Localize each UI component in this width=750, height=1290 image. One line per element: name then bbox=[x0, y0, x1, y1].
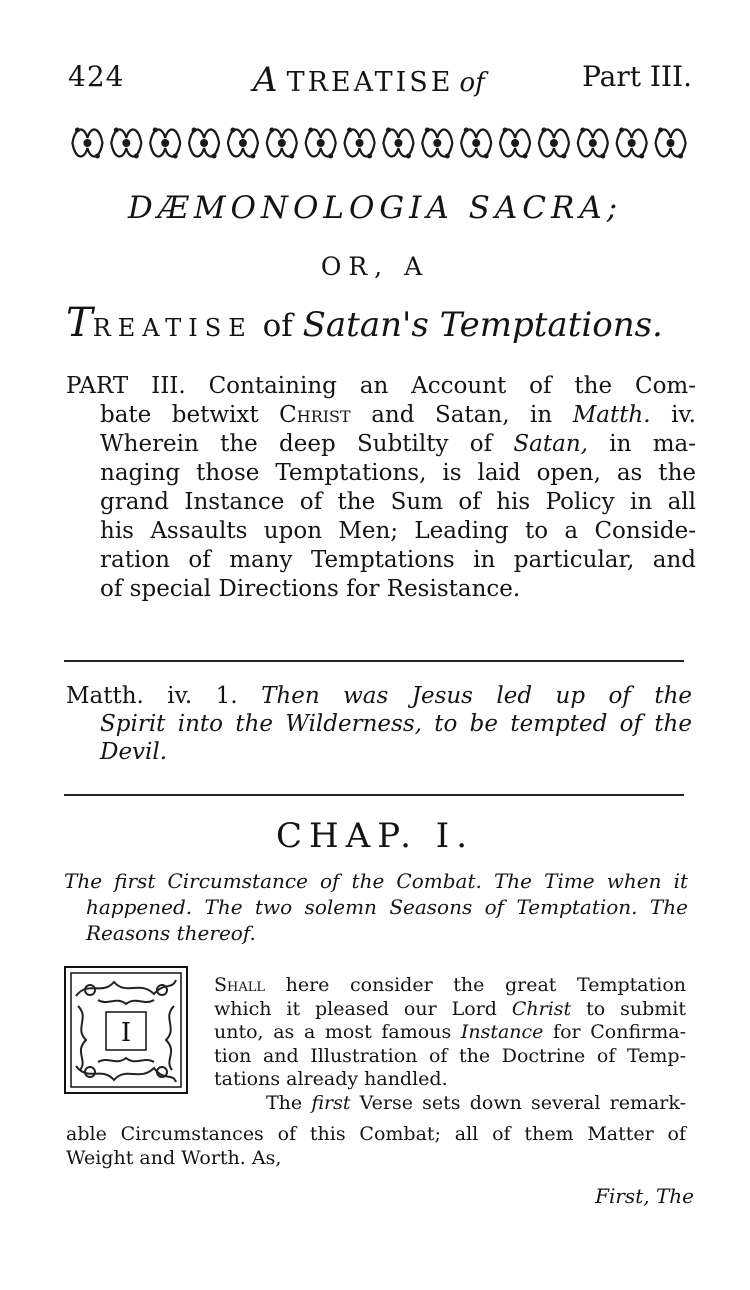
text-line: able Circumstances of this Combat; all of them Matter of bbox=[66, 1123, 686, 1145]
ornament-motif bbox=[383, 128, 413, 159]
ornament-motif bbox=[539, 128, 569, 159]
text-line: Wherein the deep Subtilty of Satan, in ma- bbox=[100, 431, 696, 457]
page-number: 424 bbox=[68, 60, 125, 93]
ornament-motif bbox=[306, 128, 336, 159]
text-line: Shall here consider the great Temptation bbox=[214, 974, 686, 996]
running-part: Part III. bbox=[582, 60, 692, 93]
summary-line: The first Circumstance of the Combat. The Time when it bbox=[64, 869, 688, 893]
drop-cap-ornament bbox=[64, 966, 188, 1094]
text-line: which it pleased our Lord Christ to submit bbox=[214, 997, 686, 1020]
text-line: unto, as a most famous Instance for Confirma- bbox=[214, 1021, 686, 1043]
body-text-continued bbox=[66, 1122, 686, 1170]
subtitle: TREATISE of Satan's Temptations. bbox=[66, 300, 663, 346]
summary-line: happened. The two solemn Seasons of Temptation. The bbox=[86, 895, 688, 919]
ornament-motif bbox=[189, 128, 219, 159]
ornament-motif bbox=[578, 128, 608, 159]
text-line: of special Directions for Resistance. bbox=[100, 576, 521, 602]
ornament-motif bbox=[228, 128, 258, 159]
ornament-motif bbox=[461, 128, 491, 159]
ornament-motif bbox=[345, 128, 375, 159]
chapter-summary bbox=[64, 868, 688, 946]
drop-cap-letter: I bbox=[120, 1018, 132, 1048]
text-line: tations already handled. bbox=[214, 1068, 448, 1090]
text-line: Spirit into the Wilderness, to be tempted of the bbox=[100, 711, 692, 737]
text-line: Weight and Worth. As, bbox=[66, 1147, 282, 1169]
title-or: OR, A bbox=[320, 252, 430, 281]
running-head bbox=[68, 58, 692, 102]
ornamental-border bbox=[68, 118, 690, 168]
ornament-motif bbox=[656, 128, 686, 159]
text-line: grand Instance of the Sum of his Policy in all bbox=[100, 489, 696, 515]
summary-line: Reasons thereof. bbox=[86, 921, 256, 945]
text-line: tion and Illustration of the Doctrine of Temp- bbox=[214, 1044, 686, 1067]
text-line: The first Verse sets down several remark- bbox=[266, 1091, 686, 1114]
ornament-motif bbox=[150, 128, 180, 159]
text-line: ration of many Temptations in particular, and bbox=[100, 547, 696, 573]
ornament-motif bbox=[500, 128, 530, 159]
chapter-heading: CHAP. I. bbox=[275, 816, 475, 856]
text-line: bate betwixt Christ and Satan, in Matth. iv. bbox=[100, 402, 696, 428]
catchword: First, The bbox=[595, 1184, 694, 1208]
body-text bbox=[214, 974, 686, 1115]
running-title: A TREATISE of bbox=[253, 60, 485, 100]
text-line: Devil. bbox=[100, 739, 168, 765]
ornament-motif bbox=[111, 128, 141, 159]
main-title: DÆMONOLOGIA SACRA; bbox=[127, 190, 623, 226]
ornament-motif bbox=[617, 128, 647, 159]
text-line: naging those Temptations, is laid open, as the bbox=[100, 460, 696, 486]
ornament-motif bbox=[422, 128, 452, 159]
ornament-motif bbox=[72, 128, 102, 159]
divider-rule bbox=[64, 794, 684, 796]
text-line: his Assaults upon Men; Leading to a Conside- bbox=[100, 518, 696, 544]
ornament-motif bbox=[267, 128, 297, 159]
text-line: PART III. Containing an Account of the Com- bbox=[66, 373, 696, 399]
divider-rule bbox=[64, 660, 684, 662]
part-description bbox=[66, 372, 696, 604]
text-line: Matth. iv. 1. Then was Jesus led up of the bbox=[66, 683, 693, 709]
scripture-text bbox=[66, 682, 692, 766]
